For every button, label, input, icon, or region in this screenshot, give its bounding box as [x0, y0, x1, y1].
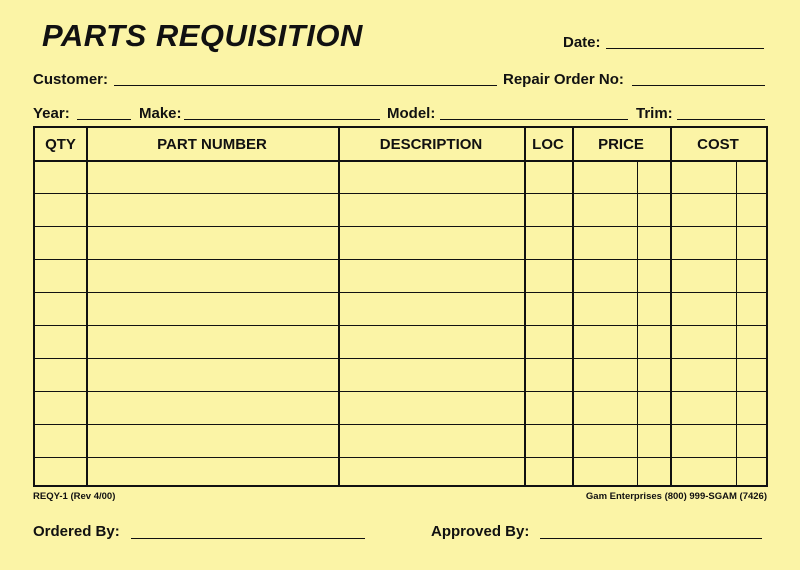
row-divider	[35, 358, 766, 359]
ordered-by-field[interactable]	[131, 537, 365, 539]
customer-label: Customer:	[33, 71, 109, 88]
parts-table	[33, 126, 768, 487]
approved-by-label: Approved By:	[431, 523, 530, 540]
price-cents-divider	[637, 160, 638, 485]
row-divider	[35, 457, 766, 458]
trim-label: Trim:	[636, 105, 673, 122]
date-label: Date:	[563, 34, 601, 51]
header-part-number: PART NUMBER	[157, 136, 267, 153]
repair-order-field[interactable]	[632, 84, 765, 86]
customer-field[interactable]	[114, 84, 497, 86]
column-divider	[670, 128, 672, 485]
date-field[interactable]	[606, 47, 764, 49]
header-price: PRICE	[598, 136, 644, 153]
header-description: DESCRIPTION	[379, 136, 483, 153]
model-field[interactable]	[440, 118, 628, 120]
year-label: Year:	[33, 105, 70, 122]
row-divider	[35, 391, 766, 392]
row-divider	[35, 259, 766, 260]
row-divider	[35, 424, 766, 425]
header-cost: COST	[697, 136, 739, 153]
cost-cents-divider	[736, 160, 737, 485]
row-divider	[35, 292, 766, 293]
ordered-by-label: Ordered By:	[33, 523, 120, 540]
trim-field[interactable]	[677, 118, 765, 120]
form-title: PARTS REQUISITION	[42, 18, 363, 53]
model-label: Model:	[387, 105, 436, 122]
header-loc: LOC	[532, 136, 564, 153]
column-divider	[524, 128, 526, 485]
column-divider	[572, 128, 574, 485]
column-divider	[338, 128, 340, 485]
form-code: REQY-1 (Rev 4/00)	[33, 491, 116, 502]
publisher-info: Gam Enterprises (800) 999-SGAM (7426)	[585, 491, 767, 502]
header-divider	[35, 160, 766, 162]
approved-by-field[interactable]	[540, 537, 762, 539]
make-label: Make:	[139, 105, 182, 122]
year-field[interactable]	[77, 118, 131, 120]
row-divider	[35, 226, 766, 227]
row-divider	[35, 325, 766, 326]
column-divider	[86, 128, 88, 485]
make-field[interactable]	[184, 118, 380, 120]
row-divider	[35, 193, 766, 194]
header-qty: QTY	[45, 136, 76, 153]
repair-order-label: Repair Order No:	[503, 71, 624, 88]
